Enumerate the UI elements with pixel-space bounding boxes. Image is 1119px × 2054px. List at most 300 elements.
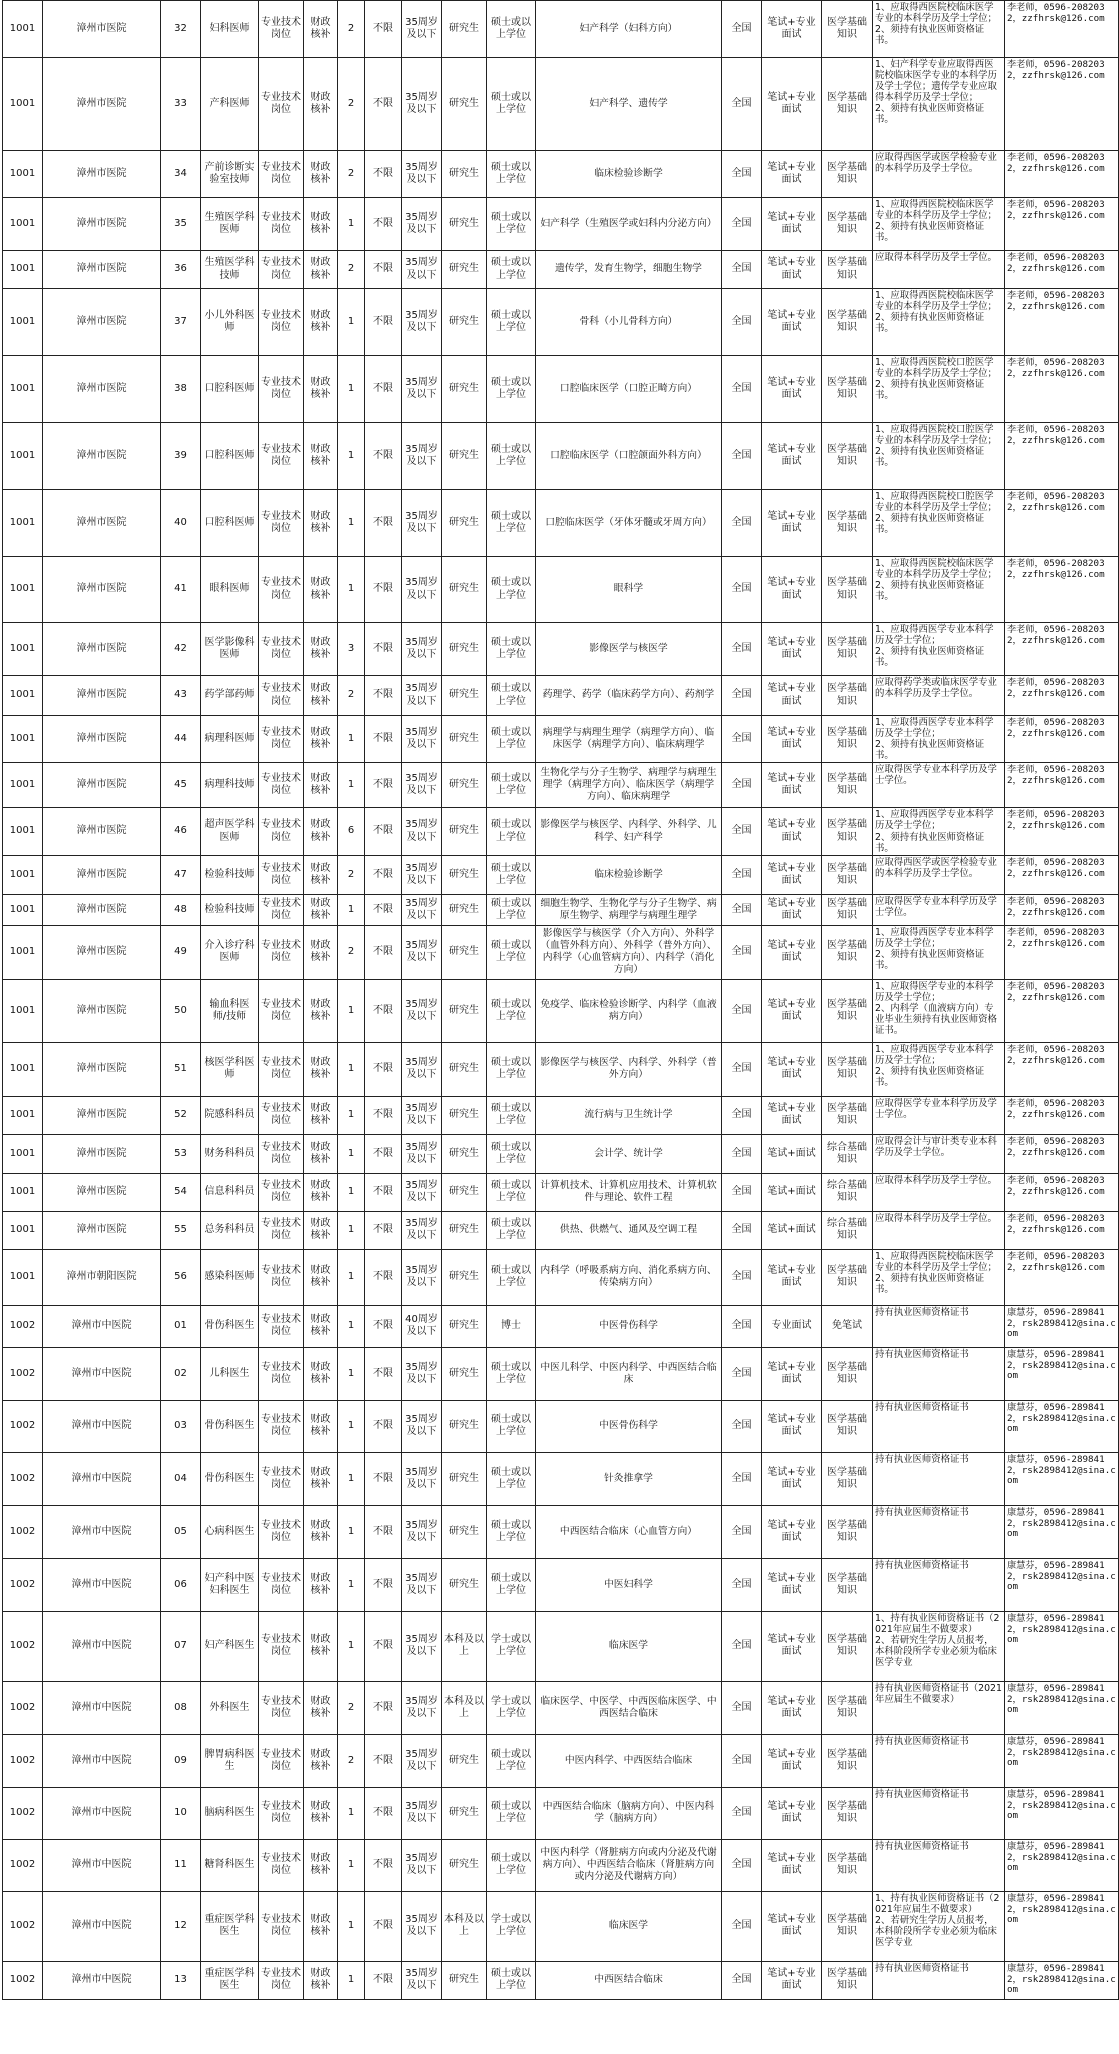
cell-contact: 李老师，0596-2082032，zzfhrsk@126.com	[1005, 423, 1119, 490]
cell-type: 专业技术岗位	[259, 1558, 304, 1611]
cell-major: 药理学、药学（临床药学方向）、药剂学	[536, 676, 722, 716]
cell-scope: 全国	[722, 1558, 762, 1611]
cell-scope: 全国	[722, 763, 762, 808]
cell-subj: 医学基础知识	[822, 1558, 873, 1611]
cell-edu: 研究生	[442, 808, 487, 855]
cell-num: 1	[338, 1400, 365, 1452]
cell-no: 04	[161, 1452, 201, 1505]
cell-deg: 硕士或以上学位	[487, 1961, 536, 1999]
cell-type: 专业技术岗位	[259, 716, 304, 763]
cell-fund: 财政核补	[304, 1891, 338, 1961]
cell-no: 09	[161, 1734, 201, 1787]
cell-code: 1002	[3, 1961, 43, 1999]
cell-sex: 不限	[365, 289, 402, 356]
cell-req: 1、应取得西医学专业本科学历及学士学位； 2、须持有执业医师资格证书。	[873, 623, 1005, 676]
cell-major: 中医内科学（肾脏病方向或内分泌及代谢病方向）、中西医结合临床（肾脏病方向或内分泌及代谢病方向）	[536, 1839, 722, 1891]
cell-subj: 医学基础知识	[822, 894, 873, 925]
cell-type: 专业技术岗位	[259, 1, 304, 58]
cell-subj: 医学基础知识	[822, 1681, 873, 1734]
cell-code: 1001	[3, 1, 43, 58]
cell-fund: 财政核补	[304, 925, 338, 979]
cell-deg: 硕士或以上学位	[487, 894, 536, 925]
cell-post: 感染科医师	[201, 1249, 259, 1305]
cell-type: 专业技术岗位	[259, 925, 304, 979]
cell-num: 1	[338, 763, 365, 808]
cell-post: 财务科科员	[201, 1134, 259, 1173]
cell-scope: 全国	[722, 1173, 762, 1211]
cell-num: 2	[338, 151, 365, 198]
cell-edu: 研究生	[442, 1249, 487, 1305]
cell-code: 1001	[3, 894, 43, 925]
cell-deg: 硕士或以上学位	[487, 716, 536, 763]
cell-age: 35周岁及以下	[402, 151, 442, 198]
cell-deg: 学士或以上学位	[487, 1681, 536, 1734]
cell-sex: 不限	[365, 58, 402, 151]
cell-post: 院感科科员	[201, 1096, 259, 1134]
cell-scope: 全国	[722, 1787, 762, 1839]
cell-fund: 财政核补	[304, 1839, 338, 1891]
cell-subj: 医学基础知识	[822, 1734, 873, 1787]
cell-code: 1001	[3, 855, 43, 894]
cell-major: 流行病与卫生统计学	[536, 1096, 722, 1134]
cell-age: 35周岁及以下	[402, 855, 442, 894]
cell-exam: 笔试+专业面试	[762, 808, 822, 855]
cell-sex: 不限	[365, 198, 402, 251]
table-row	[3, 1, 1119, 58]
cell-contact: 康慧芬，0596-2898412，rsk2898412@sina.com	[1005, 1681, 1119, 1734]
cell-num: 6	[338, 808, 365, 855]
cell-edu: 研究生	[442, 490, 487, 557]
cell-age: 35周岁及以下	[402, 1839, 442, 1891]
cell-req: 应取得药学类或临床医学专业的本科学历及学士学位。	[873, 676, 1005, 716]
cell-scope: 全国	[722, 1134, 762, 1173]
cell-contact: 李老师，0596-2082032，zzfhrsk@126.com	[1005, 557, 1119, 623]
cell-post: 骨伤科医生	[201, 1400, 259, 1452]
cell-code: 1001	[3, 356, 43, 423]
cell-unit: 漳州市中医院	[43, 1681, 161, 1734]
cell-edu: 研究生	[442, 763, 487, 808]
cell-sex: 不限	[365, 1558, 402, 1611]
cell-sex: 不限	[365, 1961, 402, 1999]
cell-code: 1002	[3, 1347, 43, 1400]
cell-unit: 漳州市医院	[43, 151, 161, 198]
cell-code: 1001	[3, 289, 43, 356]
cell-scope: 全国	[722, 1839, 762, 1891]
cell-age: 35周岁及以下	[402, 763, 442, 808]
cell-edu: 研究生	[442, 1134, 487, 1173]
cell-edu: 研究生	[442, 855, 487, 894]
cell-unit: 漳州市中医院	[43, 1558, 161, 1611]
cell-contact: 李老师，0596-2082032，zzfhrsk@126.com	[1005, 1, 1119, 58]
cell-edu: 研究生	[442, 1, 487, 58]
cell-post: 生殖医学科医师	[201, 198, 259, 251]
cell-fund: 财政核补	[304, 198, 338, 251]
cell-no: 56	[161, 1249, 201, 1305]
cell-post: 重症医学科医生	[201, 1961, 259, 1999]
cell-type: 专业技术岗位	[259, 979, 304, 1042]
cell-major: 影像医学与核医学、内科学、外科学、儿科学、妇产科学	[536, 808, 722, 855]
table-row	[3, 1787, 1119, 1839]
cell-scope: 全国	[722, 676, 762, 716]
table-row	[3, 557, 1119, 623]
cell-age: 35周岁及以下	[402, 1096, 442, 1134]
cell-subj: 医学基础知识	[822, 1611, 873, 1681]
cell-code: 1002	[3, 1839, 43, 1891]
cell-unit: 漳州市医院	[43, 623, 161, 676]
cell-code: 1001	[3, 198, 43, 251]
cell-deg: 硕士或以上学位	[487, 1211, 536, 1249]
cell-sex: 不限	[365, 1611, 402, 1681]
cell-req: 1、应取得西医院校口腔医学专业的本科学历及学士学位； 2、须持有执业医师资格证书。	[873, 423, 1005, 490]
cell-num: 1	[338, 1347, 365, 1400]
cell-unit: 漳州市医院	[43, 557, 161, 623]
cell-req: 持有执业医师资格证书（2021年应届生不做要求）	[873, 1681, 1005, 1734]
cell-exam: 笔试+专业面试	[762, 1558, 822, 1611]
cell-type: 专业技术岗位	[259, 490, 304, 557]
cell-code: 1001	[3, 623, 43, 676]
cell-exam: 笔试+专业面试	[762, 1681, 822, 1734]
cell-deg: 硕士或以上学位	[487, 1452, 536, 1505]
cell-scope: 全国	[722, 151, 762, 198]
cell-exam: 笔试+专业面试	[762, 1734, 822, 1787]
cell-req: 1、应取得西医院校口腔医学专业的本科学历及学士学位； 2、须持有执业医师资格证书。	[873, 356, 1005, 423]
cell-post: 口腔科医师	[201, 356, 259, 423]
cell-major: 临床医学	[536, 1611, 722, 1681]
cell-major: 内科学（呼吸系病方向、消化系病方向、传染病方向）	[536, 1249, 722, 1305]
cell-unit: 漳州市中医院	[43, 1347, 161, 1400]
cell-edu: 研究生	[442, 198, 487, 251]
cell-type: 专业技术岗位	[259, 1505, 304, 1558]
cell-req: 1、应取得西医院校临床医学专业的本科学历及学士学位； 2、须持有执业医师资格证书。	[873, 198, 1005, 251]
cell-exam: 笔试+专业面试	[762, 855, 822, 894]
cell-post: 产科医师	[201, 58, 259, 151]
cell-edu: 研究生	[442, 1211, 487, 1249]
cell-unit: 漳州市医院	[43, 490, 161, 557]
table-row	[3, 1347, 1119, 1400]
cell-no: 45	[161, 763, 201, 808]
cell-sex: 不限	[365, 1347, 402, 1400]
table-row	[3, 1173, 1119, 1211]
cell-unit: 漳州市医院	[43, 1211, 161, 1249]
cell-num: 1	[338, 356, 365, 423]
cell-no: 49	[161, 925, 201, 979]
cell-req: 应取得本科学历及学士学位。	[873, 251, 1005, 289]
cell-unit: 漳州市医院	[43, 289, 161, 356]
cell-type: 专业技术岗位	[259, 1173, 304, 1211]
cell-sex: 不限	[365, 251, 402, 289]
cell-code: 1001	[3, 251, 43, 289]
cell-sex: 不限	[365, 1305, 402, 1347]
cell-major: 中西医结合临床（脑病方向）、中医内科学（脑病方向）	[536, 1787, 722, 1839]
cell-edu: 研究生	[442, 1961, 487, 1999]
cell-major: 中医妇科学	[536, 1558, 722, 1611]
cell-type: 专业技术岗位	[259, 763, 304, 808]
cell-major: 口腔临床医学（口腔颌面外科方向）	[536, 423, 722, 490]
cell-fund: 财政核补	[304, 557, 338, 623]
cell-subj: 综合基础知识	[822, 1211, 873, 1249]
table-row	[3, 925, 1119, 979]
cell-subj: 医学基础知识	[822, 979, 873, 1042]
cell-fund: 财政核补	[304, 1961, 338, 1999]
cell-exam: 笔试+专业面试	[762, 1787, 822, 1839]
cell-contact: 李老师，0596-2082032，zzfhrsk@126.com	[1005, 251, 1119, 289]
cell-edu: 研究生	[442, 676, 487, 716]
cell-age: 35周岁及以下	[402, 1558, 442, 1611]
cell-post: 脾胃病科医生	[201, 1734, 259, 1787]
cell-major: 中医骨伤科学	[536, 1400, 722, 1452]
cell-edu: 研究生	[442, 423, 487, 490]
cell-req: 应取得医学专业本科学历及学士学位。	[873, 1096, 1005, 1134]
cell-type: 专业技术岗位	[259, 58, 304, 151]
cell-deg: 硕士或以上学位	[487, 151, 536, 198]
cell-contact: 康慧芬，0596-2898412，rsk2898412@sina.com	[1005, 1505, 1119, 1558]
cell-req: 持有执业医师资格证书	[873, 1505, 1005, 1558]
cell-major: 临床医学	[536, 1891, 722, 1961]
cell-edu: 研究生	[442, 151, 487, 198]
cell-num: 1	[338, 1505, 365, 1558]
cell-num: 1	[338, 1249, 365, 1305]
table-row	[3, 979, 1119, 1042]
cell-exam: 笔试+专业面试	[762, 1961, 822, 1999]
cell-contact: 李老师，0596-2082032，zzfhrsk@126.com	[1005, 925, 1119, 979]
cell-fund: 财政核补	[304, 1173, 338, 1211]
cell-num: 1	[338, 1558, 365, 1611]
cell-subj: 医学基础知识	[822, 676, 873, 716]
cell-unit: 漳州市医院	[43, 855, 161, 894]
cell-type: 专业技术岗位	[259, 676, 304, 716]
cell-unit: 漳州市医院	[43, 716, 161, 763]
cell-post: 超声医学科医师	[201, 808, 259, 855]
cell-post: 口腔科医师	[201, 490, 259, 557]
cell-type: 专业技术岗位	[259, 1681, 304, 1734]
cell-contact: 李老师，0596-2082032，zzfhrsk@126.com	[1005, 716, 1119, 763]
cell-no: 51	[161, 1042, 201, 1096]
cell-no: 12	[161, 1891, 201, 1961]
cell-no: 13	[161, 1961, 201, 1999]
cell-fund: 财政核补	[304, 1681, 338, 1734]
table-row	[3, 1891, 1119, 1961]
cell-major: 临床检验诊断学	[536, 151, 722, 198]
cell-deg: 硕士或以上学位	[487, 623, 536, 676]
cell-post: 输血科医师/技师	[201, 979, 259, 1042]
cell-subj: 医学基础知识	[822, 490, 873, 557]
cell-deg: 硕士或以上学位	[487, 251, 536, 289]
cell-contact: 李老师，0596-2082032，zzfhrsk@126.com	[1005, 855, 1119, 894]
cell-fund: 财政核补	[304, 1211, 338, 1249]
cell-scope: 全国	[722, 1347, 762, 1400]
cell-subj: 医学基础知识	[822, 289, 873, 356]
cell-edu: 研究生	[442, 925, 487, 979]
cell-req: 持有执业医师资格证书	[873, 1452, 1005, 1505]
cell-req: 持有执业医师资格证书	[873, 1558, 1005, 1611]
cell-scope: 全国	[722, 925, 762, 979]
cell-num: 1	[338, 1961, 365, 1999]
cell-num: 1	[338, 1211, 365, 1249]
cell-sex: 不限	[365, 423, 402, 490]
cell-no: 50	[161, 979, 201, 1042]
cell-req: 1、应取得西医院校临床医学专业的本科学历及学士学位； 2、须持有执业医师资格证书。	[873, 1249, 1005, 1305]
cell-post: 妇产科中医妇科医生	[201, 1558, 259, 1611]
cell-unit: 漳州市医院	[43, 894, 161, 925]
cell-scope: 全国	[722, 855, 762, 894]
cell-req: 应取得西医学或医学检验专业的本科学历及学士学位。	[873, 855, 1005, 894]
cell-no: 35	[161, 198, 201, 251]
cell-age: 35周岁及以下	[402, 1961, 442, 1999]
table-row	[3, 251, 1119, 289]
cell-edu: 研究生	[442, 1839, 487, 1891]
cell-scope: 全国	[722, 1249, 762, 1305]
table-row	[3, 676, 1119, 716]
cell-scope: 全国	[722, 251, 762, 289]
cell-unit: 漳州市医院	[43, 979, 161, 1042]
cell-no: 42	[161, 623, 201, 676]
cell-subj: 医学基础知识	[822, 623, 873, 676]
cell-contact: 康慧芬，0596-2898412，rsk2898412@sina.com	[1005, 1347, 1119, 1400]
cell-edu: 本科及以上	[442, 1681, 487, 1734]
cell-post: 介入诊疗科医师	[201, 925, 259, 979]
cell-scope: 全国	[722, 1681, 762, 1734]
cell-sex: 不限	[365, 1891, 402, 1961]
cell-sex: 不限	[365, 1505, 402, 1558]
cell-post: 心病科医生	[201, 1505, 259, 1558]
cell-deg: 硕士或以上学位	[487, 58, 536, 151]
cell-contact: 康慧芬，0596-2898412，rsk2898412@sina.com	[1005, 1305, 1119, 1347]
cell-edu: 研究生	[442, 557, 487, 623]
cell-edu: 研究生	[442, 1042, 487, 1096]
cell-subj: 医学基础知识	[822, 716, 873, 763]
cell-no: 54	[161, 1173, 201, 1211]
cell-unit: 漳州市中医院	[43, 1961, 161, 1999]
cell-unit: 漳州市中医院	[43, 1611, 161, 1681]
cell-unit: 漳州市中医院	[43, 1787, 161, 1839]
cell-deg: 硕士或以上学位	[487, 423, 536, 490]
cell-sex: 不限	[365, 1400, 402, 1452]
cell-scope: 全国	[722, 623, 762, 676]
cell-edu: 研究生	[442, 1305, 487, 1347]
cell-scope: 全国	[722, 716, 762, 763]
cell-exam: 笔试+专业面试	[762, 1096, 822, 1134]
cell-deg: 硕士或以上学位	[487, 808, 536, 855]
cell-edu: 研究生	[442, 251, 487, 289]
cell-no: 55	[161, 1211, 201, 1249]
cell-type: 专业技术岗位	[259, 623, 304, 676]
cell-subj: 医学基础知识	[822, 58, 873, 151]
cell-scope: 全国	[722, 1211, 762, 1249]
cell-req: 持有执业医师资格证书	[873, 1305, 1005, 1347]
cell-num: 3	[338, 623, 365, 676]
cell-deg: 硕士或以上学位	[487, 490, 536, 557]
cell-contact: 康慧芬，0596-2898412，rsk2898412@sina.com	[1005, 1891, 1119, 1961]
cell-deg: 硕士或以上学位	[487, 1505, 536, 1558]
cell-subj: 医学基础知识	[822, 1042, 873, 1096]
table-row	[3, 1611, 1119, 1681]
cell-req: 持有执业医师资格证书	[873, 1734, 1005, 1787]
cell-exam: 笔试+专业面试	[762, 1611, 822, 1681]
cell-deg: 博士	[487, 1305, 536, 1347]
cell-exam: 笔试+面试	[762, 1211, 822, 1249]
cell-sex: 不限	[365, 1042, 402, 1096]
cell-deg: 硕士或以上学位	[487, 1400, 536, 1452]
cell-major: 细胞生物学、生物化学与分子生物学、病原生物学、病理学与病理生理学	[536, 894, 722, 925]
cell-code: 1001	[3, 557, 43, 623]
cell-req: 应取得会计与审计类专业本科学历及学士学位。	[873, 1134, 1005, 1173]
cell-unit: 漳州市医院	[43, 763, 161, 808]
table-row	[3, 808, 1119, 855]
cell-code: 1002	[3, 1787, 43, 1839]
cell-subj: 医学基础知识	[822, 423, 873, 490]
cell-num: 2	[338, 251, 365, 289]
cell-deg: 硕士或以上学位	[487, 1734, 536, 1787]
cell-age: 35周岁及以下	[402, 1173, 442, 1211]
cell-num: 1	[338, 894, 365, 925]
cell-subj: 医学基础知识	[822, 1839, 873, 1891]
cell-code: 1001	[3, 1173, 43, 1211]
cell-no: 37	[161, 289, 201, 356]
cell-deg: 硕士或以上学位	[487, 1042, 536, 1096]
cell-fund: 财政核补	[304, 855, 338, 894]
cell-code: 1001	[3, 1096, 43, 1134]
cell-contact: 康慧芬，0596-2898412，rsk2898412@sina.com	[1005, 1839, 1119, 1891]
recruitment-table-sheet	[2, 0, 1116, 2000]
cell-exam: 笔试+专业面试	[762, 925, 822, 979]
cell-num: 2	[338, 676, 365, 716]
cell-subj: 医学基础知识	[822, 763, 873, 808]
cell-fund: 财政核补	[304, 1, 338, 58]
cell-req: 应取得本科学历及学士学位。	[873, 1211, 1005, 1249]
table-row	[3, 1505, 1119, 1558]
cell-deg: 硕士或以上学位	[487, 925, 536, 979]
cell-major: 影像医学与核医学（介入方向）、外科学（血管外科方向）、外科学（普外方向）、内科学（心血管病方向）、内科学（消化方向）	[536, 925, 722, 979]
cell-major: 中医儿科学、中医内科学、中西医结合临床	[536, 1347, 722, 1400]
cell-no: 48	[161, 894, 201, 925]
cell-deg: 硕士或以上学位	[487, 855, 536, 894]
cell-major: 遗传学，发育生物学，细胞生物学	[536, 251, 722, 289]
cell-age: 35周岁及以下	[402, 1734, 442, 1787]
cell-subj: 综合基础知识	[822, 1134, 873, 1173]
cell-req: 应取得医学专业本科学历及学士学位。	[873, 894, 1005, 925]
table-row	[3, 1734, 1119, 1787]
cell-num: 1	[338, 423, 365, 490]
cell-code: 1002	[3, 1891, 43, 1961]
cell-subj: 医学基础知识	[822, 1400, 873, 1452]
cell-contact: 李老师，0596-2082032，zzfhrsk@126.com	[1005, 151, 1119, 198]
cell-code: 1002	[3, 1681, 43, 1734]
cell-exam: 专业面试	[762, 1305, 822, 1347]
cell-post: 生殖医学科技师	[201, 251, 259, 289]
cell-type: 专业技术岗位	[259, 289, 304, 356]
cell-contact: 李老师，0596-2082032，zzfhrsk@126.com	[1005, 1042, 1119, 1096]
cell-num: 2	[338, 855, 365, 894]
cell-no: 11	[161, 1839, 201, 1891]
cell-deg: 硕士或以上学位	[487, 763, 536, 808]
cell-unit: 漳州市医院	[43, 1134, 161, 1173]
cell-deg: 硕士或以上学位	[487, 1, 536, 58]
cell-age: 35周岁及以下	[402, 1211, 442, 1249]
cell-age: 35周岁及以下	[402, 557, 442, 623]
cell-scope: 全国	[722, 808, 762, 855]
cell-code: 1001	[3, 763, 43, 808]
cell-type: 专业技术岗位	[259, 1249, 304, 1305]
cell-fund: 财政核补	[304, 58, 338, 151]
cell-req: 应取得西医学或医学检验专业的本科学历及学士学位。	[873, 151, 1005, 198]
cell-subj: 医学基础知识	[822, 1, 873, 58]
cell-type: 专业技术岗位	[259, 1134, 304, 1173]
table-row	[3, 1452, 1119, 1505]
cell-deg: 硕士或以上学位	[487, 1173, 536, 1211]
cell-exam: 笔试+专业面试	[762, 198, 822, 251]
cell-sex: 不限	[365, 676, 402, 716]
cell-code: 1001	[3, 716, 43, 763]
